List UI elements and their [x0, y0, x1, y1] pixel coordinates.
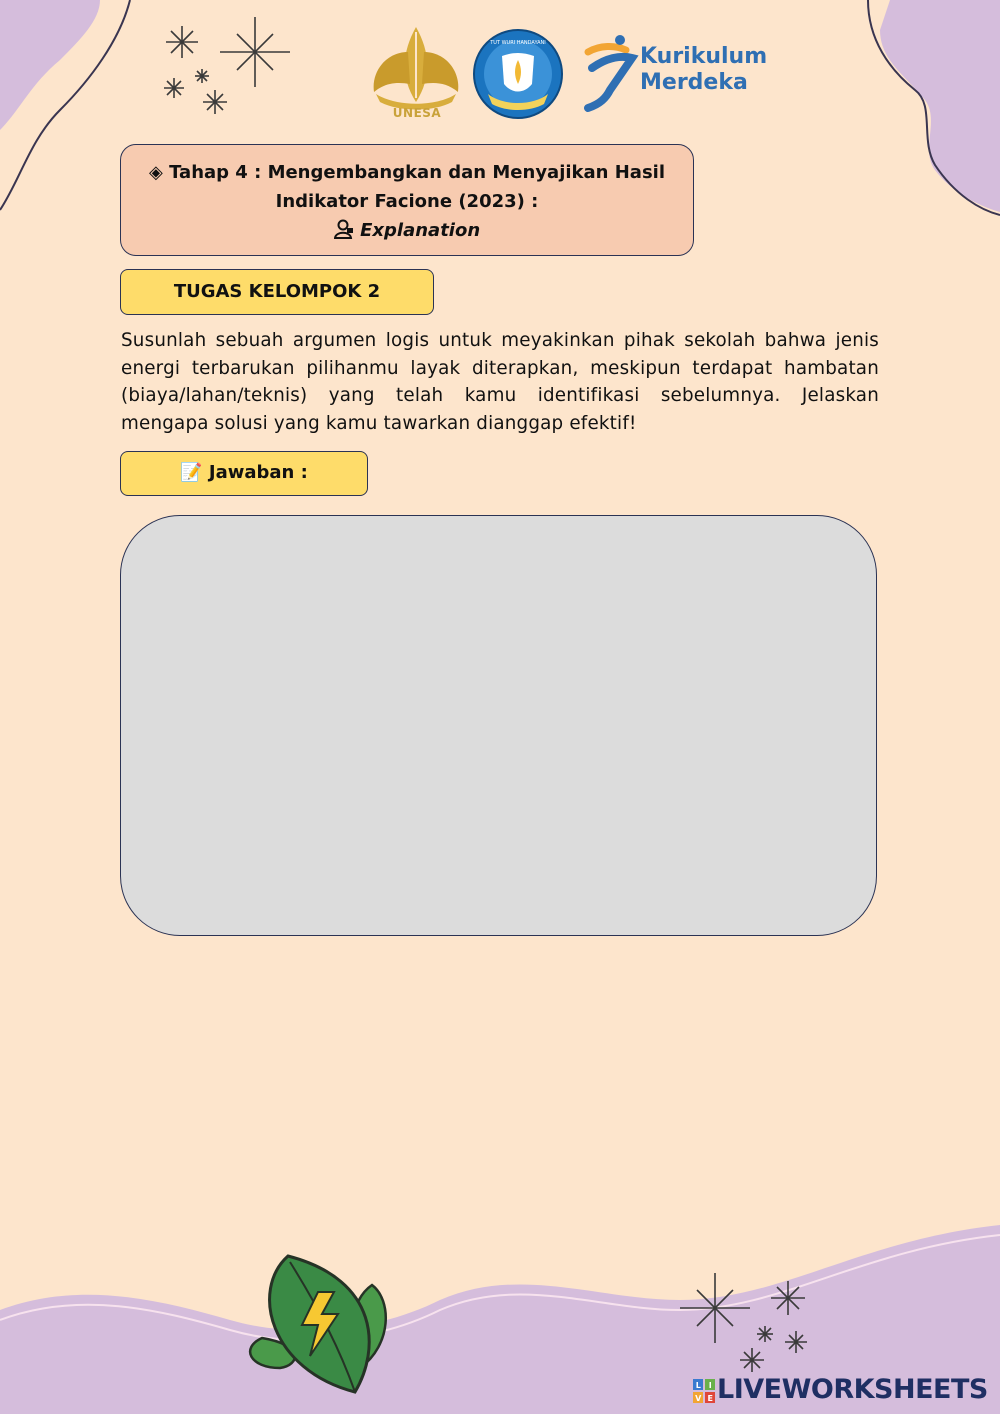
liveworksheets-brand — [693, 1374, 988, 1405]
liveworksheets-logo-icon — [693, 1379, 715, 1403]
answer-label: Jawaban : — [208, 462, 308, 483]
kurikulum-merdeka-logo — [588, 35, 632, 108]
stage-title-line — [121, 158, 693, 187]
person-icon — [334, 219, 354, 239]
task-instruction: Susunlah sebuah argumen logis untuk meyakinkan pihak sekolah bahwa jenis energi terbarukan pilihanmu layak diterapkan, meskipun terdapat hambatan (biaya/lahan/teknis) yang telah kamu identifikasi sebelumnya. Jelaskan mengapa solusi yang kamu tawarkan dianggap efektif! — [121, 330, 879, 434]
memo-icon: 📝 — [180, 462, 203, 483]
answer-input[interactable] — [120, 515, 877, 936]
unesa-label: UNESA — [392, 106, 442, 120]
stage-subtitle: Indikator Facione (2023) : — [275, 191, 539, 212]
brand-icon-letter: V — [695, 1393, 701, 1403]
brand-text: LIVEWORKSHEETS — [717, 1374, 988, 1405]
top-left-blob — [0, 0, 100, 130]
brand-icon-letter: E — [707, 1393, 713, 1403]
unesa-logo — [374, 27, 459, 110]
kurikulum-merdeka-text — [640, 44, 767, 96]
tutwuri-label: TUT WURI HANDAYANI — [490, 40, 546, 46]
kurikulum-line1: Kurikulum — [640, 44, 768, 69]
kurikulum-line2: Merdeka — [640, 70, 748, 95]
stage-indicator: Explanation — [360, 220, 481, 241]
stage-header-box — [120, 144, 694, 256]
brand-icon-letter: L — [695, 1380, 701, 1390]
task-label-box — [120, 269, 434, 315]
task-label: TUGAS KELOMPOK 2 — [173, 281, 381, 302]
stage-title: Tahap 4 : Mengembangkan dan Menyajikan Hasil — [169, 162, 666, 183]
stage-indicator-line — [121, 216, 693, 245]
diamond-bullet-icon: ◈ — [148, 162, 163, 183]
sparkle-group-top — [164, 17, 290, 114]
answer-label-box — [120, 451, 368, 496]
brand-icon-letter: I — [708, 1380, 712, 1390]
top-right-blob — [880, 0, 1000, 212]
